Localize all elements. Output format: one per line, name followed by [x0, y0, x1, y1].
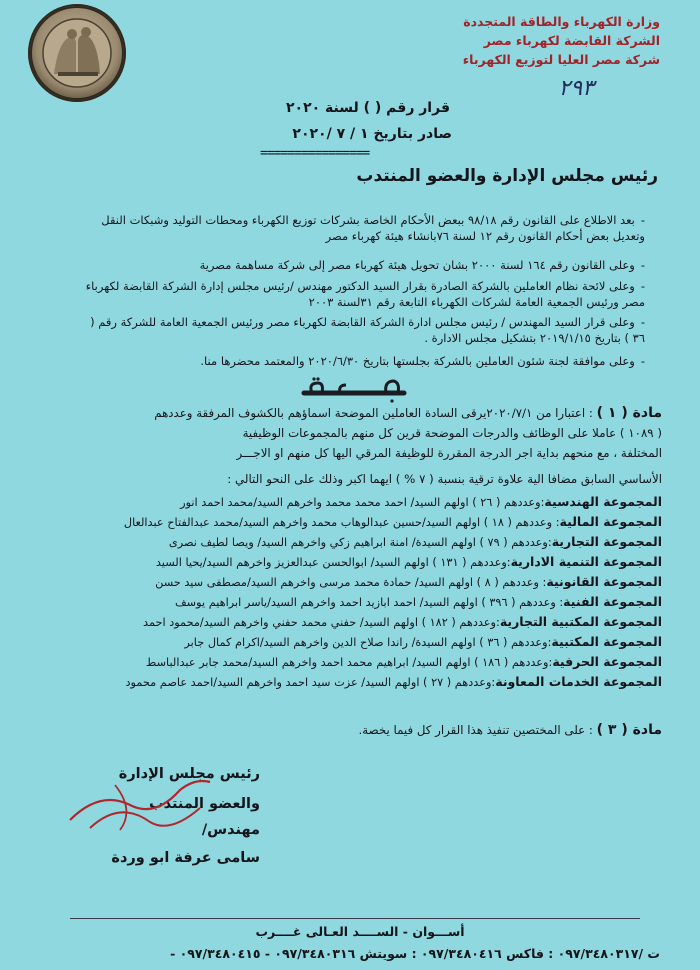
group-row: [22, 574, 662, 591]
article-1-line: الأساسي السابق مضافا الية علاوة ترقية بنسبة ( ٧ % ) ايهما اكبر وذلك على النحو التالي :: [227, 472, 662, 486]
organization-header: [390, 12, 660, 69]
signatory-title-2: والعضو المنتدب: [149, 796, 260, 812]
article-1-line: مادة ( ١ ) : اعتبارا من ٢٠٢٠/٧/١يرقى السادة العاملين الموضحة اسماؤهم بالكشوف المرفقة وعددهم: [154, 405, 662, 421]
seal-emblem: [28, 4, 126, 102]
group-row: [22, 554, 662, 571]
group-row: [22, 594, 662, 611]
bullet-dash-icon: -: [640, 279, 645, 293]
handwritten-signature: [60, 760, 220, 840]
group-detail: : وعددهم ( ٣٩٦ ) اولهم السيد/ احمد ابازيد احمد واخرهم السيد/ياسر ابراهيم يوسف: [174, 596, 564, 609]
group-row: [22, 654, 662, 671]
bullet-dash-icon: -: [640, 315, 645, 329]
group-detail: :وعددهم ( ٣٦ ) اولهم السيدة/ راندا صلاح الدين واخرهم السيد/اكرام كمال جابر: [184, 636, 552, 649]
preamble-item: -وعلى القانون رقم ١٦٤ لسنة ٢٠٠٠ بشان تحويل هيئة كهرباء مصر إلى شركة مساهمة مصرية: [199, 258, 645, 272]
group-detail: :وعددهم ( ٧٩ ) اولهم السيدة/ امنة ابراهيم زكي واخرهم السيد/ ويصا لطيف نصرى: [168, 536, 552, 549]
article-1: [52, 403, 662, 489]
footer-divider: [70, 918, 640, 919]
group-name: المجموعة الحرفية: [552, 654, 662, 669]
group-row: [22, 674, 662, 691]
group-row: [22, 514, 662, 531]
footer-address: أســـوان - الســــد العـالى غــــرب: [255, 924, 465, 939]
bullet-dash-icon: -: [640, 354, 645, 368]
holding-company-name: الشركة القابضة لكهرباء مصر: [483, 33, 660, 48]
decided-word-graphic: [300, 377, 410, 405]
group-detail: : وعددهم ( ٨ ) اولهم السيد/ حمادة محمد مرسى واخرهم السيد/مصطفى سيد حسن: [155, 576, 547, 589]
article-3: [52, 720, 662, 740]
group-name: المجموعة الفنية: [563, 594, 662, 609]
decided-heading: [300, 377, 410, 405]
article-1-line: ( ١٠٨٩ ) عاملا على الوظائف والدرجات الموضحة قرين كل منهم بالمجموعات الوظيفية: [242, 426, 662, 440]
group-detail: :وعددهم ( ١٨٢ ) اولهم السيد/ حفني محمد حفني واخرهم السيد/محمود احمد: [143, 616, 500, 629]
bullet-dash-icon: -: [640, 258, 645, 272]
group-detail: :وعددهم ( ١٨٦ ) اولهم السيد/ ابراهيم محمد احمد واخرهم السيد/محمد جابر عبدالباسط: [145, 656, 553, 669]
group-name: المجموعة التجارية: [551, 534, 662, 549]
company-seal-logo: [28, 4, 126, 102]
preamble-item: -بعد الاطلاع على القانون رقم ٩٨/١٨ ببعض الأحكام الخاصة بشركات توزيع الكهرباء ومحطات التوليد وشبكات النقل وتعديل بعض أحكام القانون رقم ١٢ لسنة ٧٦بانشاء هيئة كهرباء مصر: [101, 213, 645, 243]
group-detail: : وعددهم ( ١٨ ) اولهم السيد/حسين عبدالوهاب محمد واخرهم السيد/محمد عبدالفتاح عبدالعال: [123, 516, 560, 529]
ministry-name: وزارة الكهرباء والطاقة المتجددة: [463, 14, 660, 29]
group-name: المجموعة المكتبية التجارية: [499, 614, 662, 629]
decree-date: صادر بتاريخ ١ / ٧ /٢٠٢٠: [292, 126, 452, 142]
group-name: المجموعة التنمية الادارية: [510, 554, 662, 569]
group-row: [22, 494, 662, 511]
group-name: المجموعة الهندسية: [544, 494, 662, 509]
group-detail: :وعددهم ( ٢٧ ) اولهم السيد/ عزت سيد احمد واخرهم السيد/احمد عاصم محمود: [125, 676, 496, 689]
article-3-text: : على المختصين تنفيذ هذا القرار كل فيما يخصة.: [358, 723, 593, 737]
decree-number-handwritten: ٢٩٣: [558, 76, 594, 101]
group-name: المجموعة الخدمات المعاونة: [495, 674, 662, 689]
article-1-line: المختلفة ، مع منحهم بداية اجر الدرجة المقررة للوظيفة المرقي اليها كل منهم او الاجـــر: [236, 446, 662, 460]
preamble-item: -وعلى موافقة لجنة شئون العاملين بالشركة بجلستها بتاريخ ٢٠٢٠/٦/٣٠ والمعتمد محضرها منا.: [200, 354, 645, 368]
group-name: المجموعة القانونية: [546, 574, 662, 589]
article-1-label: مادة ( ١ ): [596, 405, 662, 421]
group-row: [22, 534, 662, 551]
article-3-label: مادة ( ٣ ): [596, 722, 662, 738]
group-detail: :وعددهم ( ١٣١ ) اولهم السيد/ ابوالحسن عبدالعزيز واخرهم السيد/يحيا السيد: [155, 556, 511, 569]
group-row: [22, 614, 662, 631]
preamble-item: -وعلى لائحة نظام العاملين بالشركة الصادرة بقرار السيد الدكتور مهندس /رئيس مجلس إدارة الشركة القابضة لكهرباء مصر ورئيس الجمعية العامة لشركات الكهرباء التابعة رقم ٣١لسنة ٢٠٠٣: [85, 279, 645, 309]
company-name: شركة مصر العليا لتوزيع الكهرباء: [462, 52, 660, 67]
signatory-title: رئيس مجلس الإدارة: [118, 766, 260, 782]
group-row: [22, 634, 662, 651]
signatory-name: سامى عرفة ابو وردة: [111, 850, 260, 866]
footer-phones: ت /٠٩٧/٣٤٨٠٣١٧ : فاكس ٠٩٧/٣٤٨٠٤١٦ : سويتش ٠٩٧/٣٤٨٠٣١٦ - ٠٩٧/٣٤٨٠٤١٥ -: [170, 946, 660, 961]
group-name: المجموعة المالية: [559, 514, 662, 529]
chairman-title: رئيس مجلس الإدارة والعضو المنتدب: [356, 166, 658, 186]
bullet-dash-icon: -: [640, 213, 645, 227]
group-detail: :وعددهم ( ٢٦ ) اولهم السيد/ احمد محمد محمد واخرهم السيد/محمد احمد انور: [180, 496, 545, 509]
signatory-prefix: مهندس/: [201, 822, 260, 838]
preamble-item: -وعلى قرار السيد المهندس / رئيس مجلس ادارة الشركة القابضة لكهرباء مصر ورئيس الجمعية العامة للشركة رقم ( ٣٦ ) بتاريخ ٢٠١٩/١/١٥ بتشكيل مجلس الادارة .: [90, 315, 645, 345]
separator-line: ================: [260, 146, 370, 161]
decree-title: قرار رقم ( ) لسنة ٢٠٢٠: [285, 100, 450, 116]
group-name: المجموعة المكتبية: [551, 634, 662, 649]
